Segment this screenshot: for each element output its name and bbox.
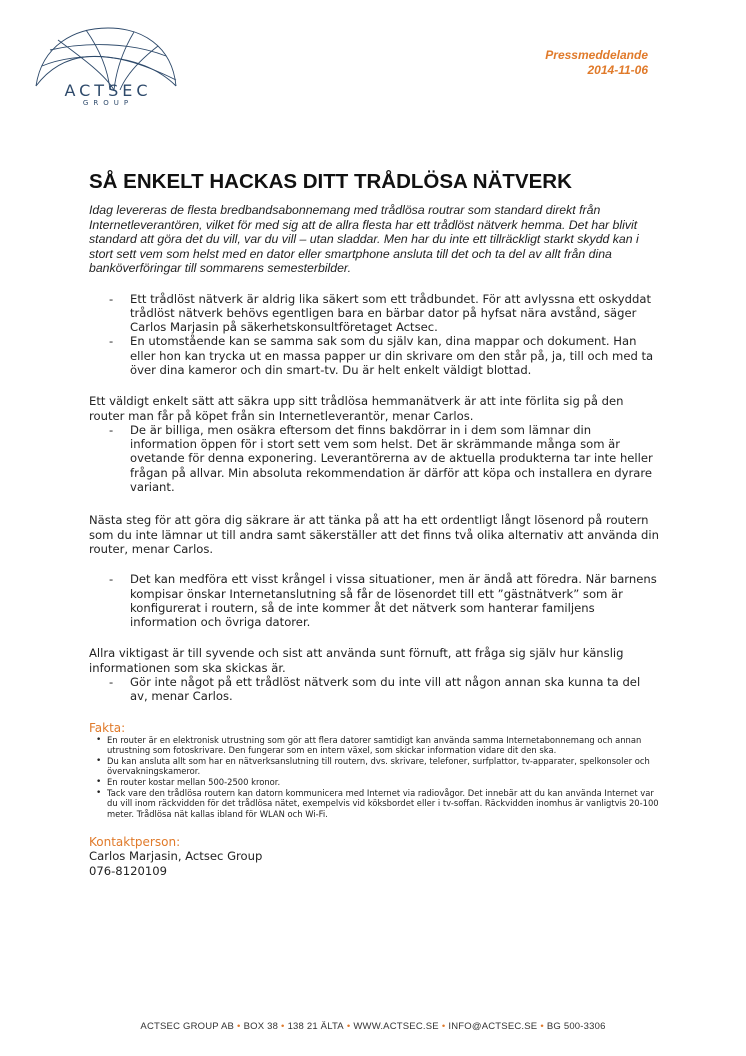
contact-phone: 076-8120109 xyxy=(89,863,167,878)
footer-postal: 138 21 ÄLTA xyxy=(287,1021,344,1032)
footer xyxy=(0,1021,746,1032)
logo-name: ACTSEC xyxy=(64,81,152,100)
footer-separator: • xyxy=(281,1021,285,1032)
article-title: SÅ ENKELT HACKAS DITT TRÅDLÖSA NÄTVERK xyxy=(89,170,572,193)
footer-separator: • xyxy=(441,1021,446,1032)
contact-name: Carlos Marjasin, Actsec Group xyxy=(89,849,263,864)
list-item: - Ett trådlöst nätverk är aldrig lika säkert som ett trådbundet. För att avlyssna ett oskyddat trådlöst nätverk behövs egentligen bara en bärbar dator på hyfsat nära avstånd, säger Carlos Marjasin på säkerhetskonsultföretaget Actsec. xyxy=(130,292,659,335)
facts-heading: Fakta: xyxy=(89,720,126,735)
fact-item: • En router är en elektronisk utrustning som gör att flera datorer samtidigt kan använda samma Internetabonnemang och annan utrustning som fotoskrivare. Den fungerar som en intern växel, som skickar information vidare dit den ska. xyxy=(107,735,659,756)
footer-box: BOX 38 xyxy=(243,1021,279,1032)
footer-separator: • xyxy=(237,1021,241,1032)
list-item: - En utomstående kan se samma sak som du själv kan, dina mappar och dokument. Han eller hon kan trycka ut en massa papper ur din skrivare om den står på, ja, till och med ta över dina kameror och din smart-tv. Du är helt enkelt väldigt blottad. xyxy=(130,334,659,377)
fact-item: • Du kan ansluta allt som har en nätverksanslutning till routern, dvs. skrivare, telefoner, surfplattor, tv-apparater, spelkonsoler och övervakningskameror. xyxy=(107,756,659,777)
press-header xyxy=(545,48,648,78)
paragraph: Ett väldigt enkelt sätt att säkra upp sitt trådlösa hemmanätverk är att inte förlita sig på den router man får på köpet från sin Internetleverantör, menar Carlos. xyxy=(89,394,624,423)
footer-website[interactable]: WWW.ACTSEC.SE xyxy=(353,1021,439,1032)
fact-item: • Tack vare den trådlösa routern kan datorn kommunicera med Internet via radiovågor. Det innebär att du kan använda Internet var du vill inom räckvidden för det trådlösa nätet, exempelvis vid köksbordet eller i tv-soffan. Räckvidden inomhus är vanligtvis 20-100 meter. Trådlösa nät kallas ibland för WLAN och Wi-Fi. xyxy=(107,788,659,820)
footer-separator: • xyxy=(540,1021,544,1032)
list-item: - De är billiga, men osäkra eftersom det finns bakdörrar in i dem som lämnar din information öppen för i stort sett vem som helst. Det är skrämmande många som är ovetande för denna exponering. Leverantörerna av de aktuella produkterna tar inte heller frågan på allvar. Min absoluta rekommendation är därför att köpa och installera en dyrare variant. xyxy=(130,423,659,494)
press-label: Pressmeddelande xyxy=(545,48,648,62)
contact-heading: Kontaktperson: xyxy=(89,835,181,850)
article-body xyxy=(89,170,659,878)
logo-subtitle: GROUP xyxy=(82,99,134,107)
footer-email[interactable]: INFO@ACTSEC.SE xyxy=(448,1021,538,1032)
lead-paragraph: Idag levereras de flesta bredbandsabonnemang med trådlösa routrar som standard direkt från Internetleverantören, vilket för med sig att de allra flesta har ett trådlöst nätverk hemma. Det har blivit standard att göra det du vill, var du vill – utan sladdar. Men har du inte ett tillräckligt starkt skydd kan i stort sett vem som helst med en dator eller smartphone ansluta till det och ta del av allt från dina banköverföringar till sommarens semesterbilder. xyxy=(89,203,639,275)
quote-list-3 xyxy=(89,572,659,629)
quote-list-4 xyxy=(89,675,659,704)
paragraph: Nästa steg för att göra dig säkrare är att tänka på att ha ett ordentligt långt lösenord på routern som du inte lämnar ut till andra samt säkerställer att det finns två olika alternativ att använda din router, menar Carlos. xyxy=(89,513,659,556)
globe-arcs-icon xyxy=(30,20,180,90)
company-logo xyxy=(30,20,180,115)
list-item: - Det kan medföra ett visst krångel i vissa situationer, men är ändå att föredra. När barnens kompisar önskar Internetanslutning så får de lösenordet till ett ”gästnätverk” som är konfigurerat i routern, så de inte kommer åt det nätverk som hanterar familjens information och övriga datorer. xyxy=(130,572,659,629)
facts-list xyxy=(89,735,659,820)
quote-list-2 xyxy=(89,423,659,494)
paragraph: Allra viktigast är till syvende och sist att använda sunt förnuft, att fråga sig själv hur känslig informationen som ska skickas är. xyxy=(89,646,624,675)
list-item: - Gör inte något på ett trådlöst nätverk som du inte vill att någon annan ska kunna ta del av, menar Carlos. xyxy=(130,675,659,704)
footer-bankgiro: BG 500-3306 xyxy=(546,1021,606,1032)
fact-item: • En router kostar mellan 500-2500 kronor. xyxy=(107,777,659,788)
quote-list-1 xyxy=(89,292,659,378)
press-date: 2014-11-06 xyxy=(587,63,648,77)
footer-company: ACTSEC GROUP AB xyxy=(140,1021,235,1032)
footer-separator: • xyxy=(346,1021,351,1032)
